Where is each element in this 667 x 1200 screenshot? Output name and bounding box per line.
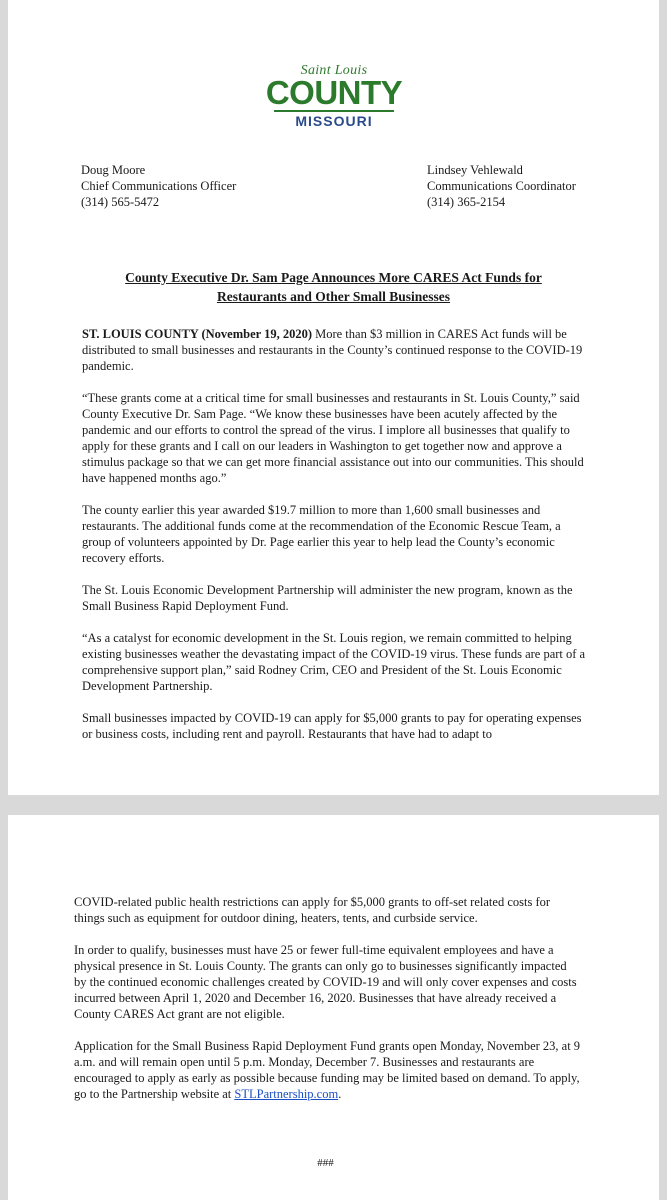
logo-county: COUNTY — [265, 74, 403, 111]
paragraph-1-text: More than $3 million in CARES Act funds will be distributed to small businesses and restaurants in the County’s continued response to the COVID-19 pandemic. — [82, 327, 583, 373]
end-mark: ### — [317, 1157, 334, 1169]
press-release-page-1 — [8, 0, 659, 795]
paragraph-5: “As a catalyst for economic development in the St. Louis region, we remain committed to helping existing businesses weather the devastating impact of the COVID-19 virus. These funds are part of a comprehensive support plan,” said Rodney Crim, CEO and President of the St. Louis Economic Development Partnership. — [82, 631, 586, 693]
contact-left — [81, 162, 236, 210]
logo-missouri: MISSOURI — [274, 110, 394, 129]
paragraph-9 — [74, 1038, 582, 1102]
contact-phone: (314) 365-2154 — [427, 195, 506, 209]
paragraph-1 — [82, 326, 590, 374]
contact-right — [427, 162, 576, 210]
contact-name: Lindsey Vehlewald — [427, 163, 523, 177]
partnership-website-link[interactable]: STLPartnership.com — [234, 1087, 339, 1101]
paragraph-7: COVID-related public health restrictions can apply for $5,000 grants to off-set related costs for things such as equipment for outdoor dining, heaters, tents, and curbside service. — [74, 895, 551, 925]
headline-line-1: County Executive Dr. Sam Page Announces More CARES Act Funds for — [125, 270, 542, 285]
paragraph-3: The county earlier this year awarded $19.7 million to more than 1,600 small businesses and restaurants. The additional funds come at the recommendation of the Economic Rescue Team, a group of volunteers appointed by Dr. Page earlier this year to help lead the County’s economic recovery efforts. — [82, 503, 561, 565]
paragraph-2: “These grants come at a critical time for small businesses and restaurants in St. Louis County,” said County Executive Dr. Sam Page. “We know these businesses have been acutely affected by the pandemic and our efforts to control the spread of the virus. I implore all businesses that qualify to apply for these grants and I call on our leaders in Washington to get together now and approve a stimulus package so that we can get more financial assistance out into our communities. This should have happened months ago.” — [82, 391, 584, 485]
dateline: ST. LOUIS COUNTY (November 19, 2020) — [82, 327, 312, 341]
paragraph-6: Small businesses impacted by COVID-19 can apply for $5,000 grants to pay for operating expenses or business costs, including rent and payroll. Restaurants that have had to adapt to — [82, 711, 582, 741]
headline-line-2: Restaurants and Other Small Businesses — [216, 289, 451, 304]
logo-saint-louis: Saint Louis — [300, 63, 368, 78]
contact-title: Chief Communications Officer — [81, 179, 237, 193]
paragraph-4: The St. Louis Economic Development Partnership will administer the new program, known as the Small Business Rapid Deployment Fund. — [82, 583, 573, 613]
paragraph-9-text: Application for the Small Business Rapid Deployment Fund grants open Monday, November 23, at 9 a.m. and will remain open until 5 p.m. Monday, December 7. Businesses and restaurants are encouraged to apply as early as possible because funding may be limited based on demand. To apply, go to the Partnership website at — [74, 1039, 581, 1101]
contact-name: Doug Moore — [81, 163, 146, 177]
st-louis-county-logo — [264, 64, 404, 129]
headline — [68, 268, 599, 306]
contact-phone: (314) 565-5472 — [81, 195, 160, 209]
contact-title: Communications Coordinator — [427, 179, 576, 193]
paragraph-8: In order to qualify, businesses must have 25 or fewer full-time equivalent employees and have a physical presence in St. Louis County. The grants can only go to businesses significantly impacted by the continued economic challenges created by COVID-19 and will only cover expenses and costs incurred between April 1, 2020 and December 16, 2020. Businesses that have already received a County CARES Act grant are not eligible. — [74, 943, 577, 1021]
paragraph-9-end: . — [338, 1087, 342, 1101]
